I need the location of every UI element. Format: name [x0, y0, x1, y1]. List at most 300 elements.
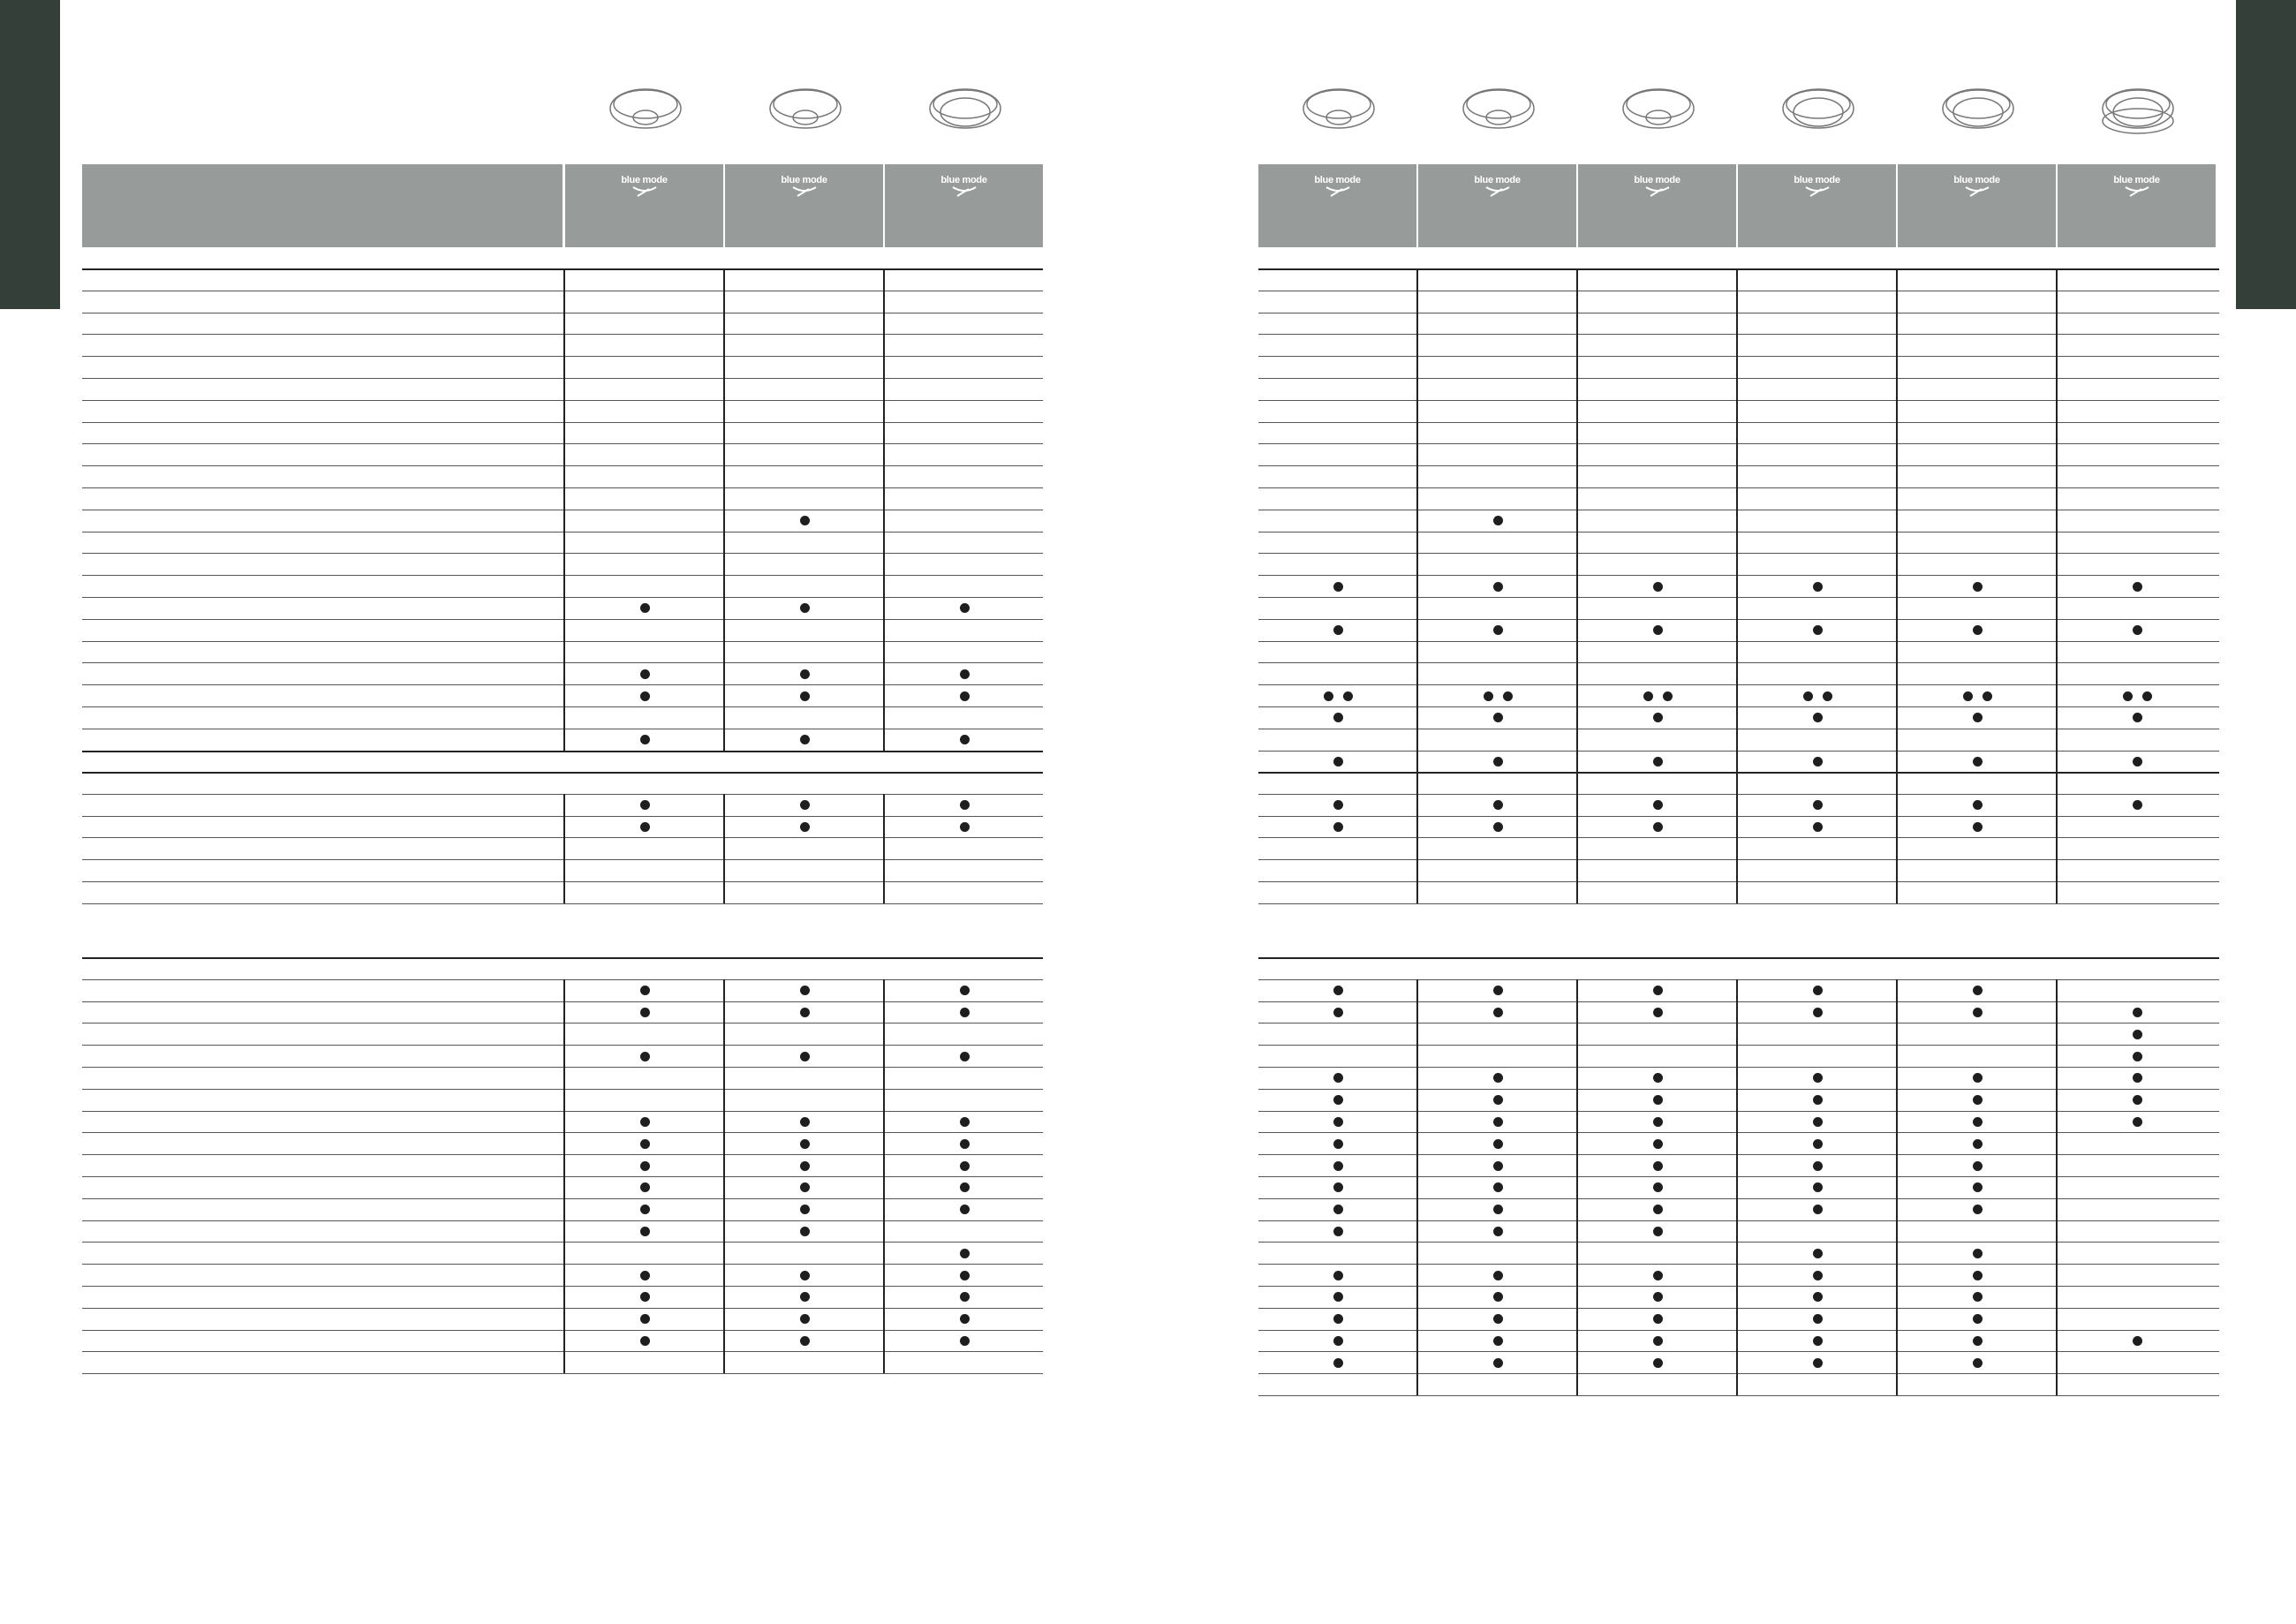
- feature-dot: [1493, 625, 1503, 635]
- row-rule: [82, 553, 1043, 554]
- row-rule: [82, 378, 1043, 379]
- feature-dot: [2133, 757, 2142, 767]
- row-rule: [1258, 1330, 2219, 1331]
- feature-dot: [960, 1205, 970, 1214]
- feature-dot: [1973, 1073, 1983, 1083]
- feature-dot: [800, 1314, 810, 1324]
- row-rule: [1258, 662, 2219, 663]
- feature-dot: [2123, 691, 2133, 701]
- row-rule: [1258, 979, 2219, 980]
- feature-dot: [1653, 800, 1663, 810]
- feature-dot: [1973, 1336, 1983, 1346]
- row-rule: [82, 1176, 1043, 1177]
- brand-label: blue mode: [1634, 175, 1680, 185]
- brand-logo-icon: [949, 185, 979, 198]
- feature-dot: [1653, 822, 1663, 832]
- row-rule: [1258, 553, 2219, 554]
- block-1-top-rule: [82, 268, 1043, 270]
- feature-dot: [1973, 757, 1983, 767]
- row-rule: [82, 1330, 1043, 1331]
- feature-dot: [2133, 1073, 2142, 1083]
- feature-dot: [960, 1271, 970, 1280]
- detector-icon-medium: [925, 82, 1005, 139]
- column-rule: [563, 794, 565, 903]
- feature-dot: [800, 1336, 810, 1346]
- feature-dot: [1333, 1292, 1343, 1302]
- feature-dot: [640, 1292, 650, 1302]
- feature-dot: [1973, 1095, 1983, 1105]
- row-rule: [1258, 334, 2219, 335]
- feature-dot: [1653, 1314, 1663, 1324]
- feature-dot: [1493, 516, 1503, 525]
- row-rule: [1258, 1176, 2219, 1177]
- feature-dot: [1653, 1292, 1663, 1302]
- feature-dot: [800, 1182, 810, 1192]
- feature-dot: [1493, 1358, 1503, 1368]
- feature-dot: [1653, 1182, 1663, 1192]
- brand-label: blue mode: [781, 175, 827, 185]
- feature-dot: [1333, 1073, 1343, 1083]
- feature-dot: [640, 735, 650, 744]
- row-rule: [82, 422, 1043, 423]
- feature-dot: [2133, 1030, 2142, 1039]
- feature-dot: [1653, 1358, 1663, 1368]
- row-rule: [1258, 1308, 2219, 1309]
- row-rule: [82, 443, 1043, 444]
- feature-dot: [1653, 1271, 1663, 1280]
- row-rule: [1258, 575, 2219, 576]
- feature-dot: [1973, 1358, 1983, 1368]
- feature-dot: [2133, 582, 2142, 592]
- feature-dot: [640, 822, 650, 832]
- feature-dot: [800, 1205, 810, 1214]
- feature-dot: [1333, 986, 1343, 995]
- brand-logo-icon: [1802, 185, 1832, 198]
- row-rule: [1258, 1154, 2219, 1155]
- column-rule: [723, 268, 725, 751]
- brand-label: blue mode: [1794, 175, 1840, 185]
- section-tab-left: [0, 0, 60, 309]
- block-1-top-rule: [1258, 268, 2219, 270]
- row-rule: [1258, 837, 2219, 838]
- feature-dot: [960, 1292, 970, 1302]
- detector-icon-small-1: [1299, 82, 1378, 139]
- feature-dot: [1973, 1314, 1983, 1324]
- feature-dot: [1973, 713, 1983, 722]
- feature-dot: [960, 1117, 970, 1127]
- row-rule: [82, 400, 1043, 401]
- feature-dot: [1653, 1008, 1663, 1017]
- feature-dot: [1324, 691, 1333, 701]
- feature-dot: [800, 1271, 810, 1280]
- row-rule: [82, 1111, 1043, 1112]
- column-rule: [1736, 772, 1738, 903]
- row-rule: [82, 881, 1043, 882]
- feature-dot: [1813, 1336, 1823, 1346]
- row-rule: [1258, 1111, 2219, 1112]
- block-2-top-rule: [1258, 772, 2219, 774]
- row-rule: [82, 706, 1043, 707]
- feature-dot: [1813, 986, 1823, 995]
- row-label-header: [82, 164, 563, 247]
- feature-dot: [2133, 800, 2142, 810]
- feature-dot: [1333, 822, 1343, 832]
- feature-dot: [960, 1336, 970, 1346]
- feature-dot: [1963, 691, 1973, 701]
- feature-dot: [800, 1008, 810, 1017]
- feature-dot: [1493, 986, 1503, 995]
- row-rule: [1258, 1089, 2219, 1090]
- row-rule: [82, 1308, 1043, 1309]
- block-3-top-rule: [82, 957, 1043, 959]
- row-rule: [82, 641, 1043, 642]
- feature-dot: [800, 986, 810, 995]
- row-rule: [1258, 1264, 2219, 1265]
- row-rule: [82, 356, 1043, 357]
- section-tab-right: [2236, 0, 2296, 309]
- feature-dot: [960, 986, 970, 995]
- row-rule: [1258, 378, 2219, 379]
- row-rule: [82, 1286, 1043, 1287]
- row-rule: [1258, 881, 2219, 882]
- feature-dot: [1493, 713, 1503, 722]
- feature-dot: [1333, 800, 1343, 810]
- feature-dot: [1333, 1271, 1343, 1280]
- brand-label: blue mode: [1474, 175, 1521, 185]
- row-rule: [82, 837, 1043, 838]
- feature-dot: [640, 1139, 650, 1149]
- column-rule: [563, 268, 565, 751]
- feature-dot: [1973, 1292, 1983, 1302]
- feature-dot: [1973, 582, 1983, 592]
- feature-dot: [800, 735, 810, 744]
- row-rule: [82, 532, 1043, 533]
- feature-dot: [1803, 691, 1813, 701]
- feature-dot: [2133, 1008, 2142, 1017]
- feature-dot: [1493, 1227, 1503, 1236]
- column-rule: [1576, 979, 1578, 1395]
- row-rule: [82, 575, 1043, 576]
- detector-icon-large-2: [1938, 82, 2018, 139]
- feature-dot: [960, 1249, 970, 1258]
- row-rule: [1258, 1395, 2219, 1396]
- feature-dot: [1813, 1161, 1823, 1171]
- feature-dot: [1484, 691, 1493, 701]
- feature-dot: [640, 1161, 650, 1171]
- feature-dot: [1813, 1073, 1823, 1083]
- feature-dot: [800, 516, 810, 525]
- row-rule: [82, 1067, 1043, 1068]
- column-rule: [2056, 268, 2058, 772]
- feature-dot: [2133, 1052, 2142, 1061]
- feature-dot: [800, 1139, 810, 1149]
- feature-dot: [1973, 1008, 1983, 1017]
- row-rule: [82, 597, 1043, 598]
- feature-dot: [1493, 1117, 1503, 1127]
- row-rule: [1258, 1242, 2219, 1243]
- feature-dot: [1493, 800, 1503, 810]
- feature-dot: [800, 669, 810, 679]
- row-rule: [82, 1089, 1043, 1090]
- feature-dot: [1653, 986, 1663, 995]
- feature-dot: [800, 800, 810, 810]
- column-rule: [1896, 772, 1898, 903]
- row-rule: [82, 751, 1043, 752]
- feature-dot: [640, 691, 650, 701]
- feature-dot: [1973, 986, 1983, 995]
- detector-icon-large-1: [1779, 82, 1858, 139]
- column-header-2: [1418, 164, 1576, 247]
- column-rule: [1576, 772, 1578, 903]
- feature-dot: [640, 800, 650, 810]
- column-rule: [1736, 979, 1738, 1395]
- feature-dot: [640, 1314, 650, 1324]
- feature-dot: [1653, 582, 1663, 592]
- feature-dot: [2133, 1336, 2142, 1346]
- feature-dot: [1973, 1139, 1983, 1149]
- column-header-6: [2058, 164, 2216, 247]
- feature-dot: [1493, 1314, 1503, 1324]
- row-rule: [82, 465, 1043, 466]
- feature-dot: [1493, 1073, 1503, 1083]
- feature-dot: [1823, 691, 1832, 701]
- column-header-1: [565, 164, 723, 247]
- feature-dot: [800, 691, 810, 701]
- row-rule: [1258, 816, 2219, 817]
- feature-dot: [1333, 1095, 1343, 1105]
- feature-dot: [1343, 691, 1353, 701]
- feature-dot: [1813, 1205, 1823, 1214]
- row-rule: [1258, 532, 2219, 533]
- row-rule: [1258, 641, 2219, 642]
- feature-dot: [960, 669, 970, 679]
- feature-dot: [1653, 1227, 1663, 1236]
- row-rule: [82, 979, 1043, 980]
- brand-label: blue mode: [621, 175, 668, 185]
- feature-dot: [800, 1292, 810, 1302]
- feature-dot: [800, 1117, 810, 1127]
- detector-icon-small-3: [1619, 82, 1698, 139]
- row-rule: [82, 662, 1043, 663]
- feature-dot: [800, 603, 810, 613]
- row-rule: [1258, 1373, 2219, 1374]
- feature-dot: [960, 735, 970, 744]
- column-rule: [563, 979, 565, 1373]
- feature-dot: [960, 691, 970, 701]
- column-header-5: [1898, 164, 2056, 247]
- feature-dot: [1813, 1358, 1823, 1368]
- feature-dot: [1333, 1314, 1343, 1324]
- feature-dot: [960, 1314, 970, 1324]
- brand-logo-icon: [1483, 185, 1513, 198]
- feature-dot: [1333, 1161, 1343, 1171]
- row-rule: [1258, 859, 2219, 860]
- row-rule: [1258, 356, 2219, 357]
- row-rule: [82, 334, 1043, 335]
- feature-dot: [1653, 625, 1663, 635]
- row-rule: [82, 1351, 1043, 1352]
- feature-dot: [640, 1227, 650, 1236]
- block-3-top-rule: [1258, 957, 2219, 959]
- column-header-2: [725, 164, 883, 247]
- row-rule: [1258, 400, 2219, 401]
- feature-dot: [1973, 1117, 1983, 1127]
- feature-dot: [640, 1271, 650, 1280]
- feature-dot: [1653, 1139, 1663, 1149]
- feature-dot: [1653, 1336, 1663, 1346]
- feature-dot: [1813, 1117, 1823, 1127]
- row-rule: [1258, 794, 2219, 795]
- column-header-4: [1738, 164, 1896, 247]
- feature-dot: [960, 800, 970, 810]
- column-rule: [2056, 979, 2058, 1395]
- row-rule: [82, 1132, 1043, 1133]
- feature-dot: [1333, 1358, 1343, 1368]
- feature-dot: [640, 1336, 650, 1346]
- column-rule: [1736, 268, 1738, 772]
- row-rule: [82, 619, 1043, 620]
- feature-dot: [1333, 1227, 1343, 1236]
- feature-dot: [640, 1182, 650, 1192]
- row-rule: [82, 1373, 1043, 1374]
- detector-icon-small-1: [606, 82, 685, 139]
- feature-dot: [1493, 1008, 1503, 1017]
- feature-dot: [1973, 1271, 1983, 1280]
- feature-dot: [1983, 691, 1992, 701]
- feature-dot: [1813, 1182, 1823, 1192]
- feature-dot: [1493, 582, 1503, 592]
- brand-label: blue mode: [1314, 175, 1361, 185]
- row-rule: [1258, 1001, 2219, 1002]
- column-rule: [723, 794, 725, 903]
- feature-dot: [1503, 691, 1513, 701]
- column-rule: [1416, 268, 1418, 772]
- feature-dot: [800, 1161, 810, 1171]
- column-rule: [1416, 979, 1418, 1395]
- feature-dot: [1493, 1336, 1503, 1346]
- feature-dot: [1813, 1249, 1823, 1258]
- row-rule: [82, 1242, 1043, 1243]
- feature-dot: [960, 1182, 970, 1192]
- row-rule: [82, 1198, 1043, 1199]
- row-rule: [82, 684, 1043, 685]
- feature-dot: [1813, 1139, 1823, 1149]
- feature-dot: [1333, 1139, 1343, 1149]
- feature-dot: [1973, 1182, 1983, 1192]
- feature-dot: [1653, 757, 1663, 767]
- feature-dot: [1813, 1314, 1823, 1324]
- feature-dot: [640, 669, 650, 679]
- feature-dot: [1333, 1008, 1343, 1017]
- feature-dot: [960, 822, 970, 832]
- brand-logo-icon: [1643, 185, 1673, 198]
- feature-dot: [2133, 713, 2142, 722]
- row-rule: [1258, 684, 2219, 685]
- column-rule: [1896, 268, 1898, 772]
- row-rule: [1258, 422, 2219, 423]
- feature-dot: [2142, 691, 2152, 701]
- feature-dot: [1813, 1095, 1823, 1105]
- column-rule: [883, 979, 885, 1373]
- detector-icon-large-3: [2098, 82, 2178, 139]
- feature-dot: [1333, 1336, 1343, 1346]
- feature-dot: [960, 1161, 970, 1171]
- row-rule: [82, 487, 1043, 488]
- column-rule: [1416, 772, 1418, 903]
- feature-dot: [1653, 1161, 1663, 1171]
- feature-dot: [1653, 713, 1663, 722]
- feature-dot: [640, 603, 650, 613]
- feature-dot: [640, 986, 650, 995]
- brand-label: blue mode: [940, 175, 987, 185]
- brand-logo-icon: [1323, 185, 1353, 198]
- feature-dot: [640, 1008, 650, 1017]
- feature-dot: [1493, 1205, 1503, 1214]
- row-rule: [1258, 706, 2219, 707]
- block-2-top-rule: [82, 772, 1043, 774]
- feature-dot: [1653, 1095, 1663, 1105]
- brand-logo-icon: [630, 185, 660, 198]
- feature-dot: [1653, 1073, 1663, 1083]
- feature-dot: [960, 1139, 970, 1149]
- column-rule: [1576, 268, 1578, 772]
- feature-dot: [800, 1227, 810, 1236]
- brand-label: blue mode: [2113, 175, 2160, 185]
- row-rule: [1258, 751, 2219, 752]
- column-rule: [883, 268, 885, 751]
- row-rule: [1258, 465, 2219, 466]
- feature-dot: [1333, 1117, 1343, 1127]
- feature-dot: [1493, 757, 1503, 767]
- row-rule: [1258, 487, 2219, 488]
- feature-dot: [960, 603, 970, 613]
- feature-dot: [1973, 1205, 1983, 1214]
- row-rule: [82, 794, 1043, 795]
- row-rule: [82, 1154, 1043, 1155]
- feature-dot: [1813, 1271, 1823, 1280]
- column-header-3: [885, 164, 1043, 247]
- feature-dot: [1813, 757, 1823, 767]
- row-rule: [82, 903, 1043, 904]
- feature-dot: [1333, 625, 1343, 635]
- feature-dot: [1813, 800, 1823, 810]
- feature-dot: [1653, 1205, 1663, 1214]
- row-rule: [1258, 1220, 2219, 1221]
- feature-dot: [1493, 1095, 1503, 1105]
- detector-icon-small-2: [766, 82, 845, 139]
- feature-dot: [1813, 1292, 1823, 1302]
- row-rule: [1258, 619, 2219, 620]
- feature-dot: [2133, 1117, 2142, 1127]
- feature-dot: [960, 1052, 970, 1061]
- feature-dot: [1333, 1182, 1343, 1192]
- feature-dot: [1493, 1292, 1503, 1302]
- row-rule: [82, 1220, 1043, 1221]
- feature-dot: [1813, 1008, 1823, 1017]
- feature-dot: [1333, 582, 1343, 592]
- feature-dot: [1333, 713, 1343, 722]
- feature-dot: [1653, 1117, 1663, 1127]
- row-rule: [1258, 903, 2219, 904]
- feature-dot: [1493, 1139, 1503, 1149]
- feature-dot: [1813, 582, 1823, 592]
- feature-dot: [1973, 800, 1983, 810]
- column-rule: [883, 794, 885, 903]
- feature-dot: [1813, 625, 1823, 635]
- brand-logo-icon: [2122, 185, 2152, 198]
- row-rule: [82, 1264, 1043, 1265]
- column-rule: [723, 979, 725, 1373]
